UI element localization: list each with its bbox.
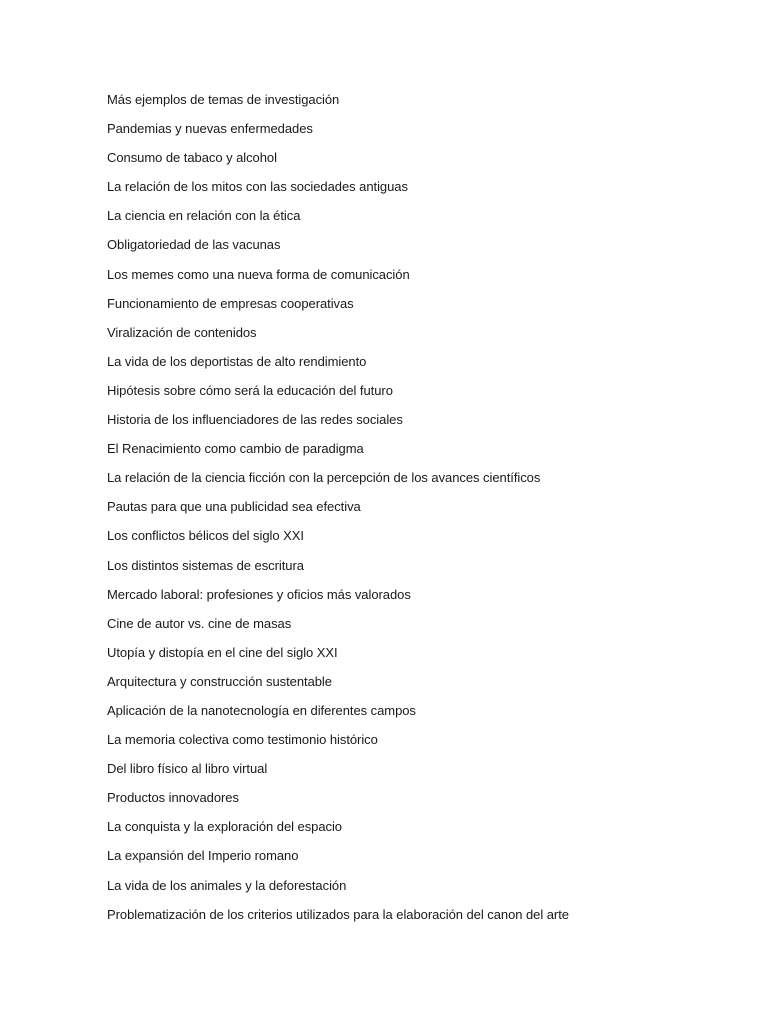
list-item: La vida de los animales y la deforestación <box>107 877 347 893</box>
list-item: Hipótesis sobre cómo será la educación del futuro <box>107 382 393 398</box>
list-item: Viralización de contenidos <box>107 324 257 340</box>
list-item: Funcionamiento de empresas cooperativas <box>107 295 354 311</box>
list-item: Los memes como una nueva forma de comunicación <box>107 266 410 282</box>
list-item: Problematización de los criterios utilizados para la elaboración del canon del arte <box>107 906 569 922</box>
list-item: El Renacimiento como cambio de paradigma <box>107 441 364 457</box>
list-item: Del libro físico al libro virtual <box>107 761 268 777</box>
list-item: La ciencia en relación con la ética <box>107 208 301 224</box>
list-item: Historia de los influenciadores de las redes sociales <box>107 412 403 428</box>
list-item: Utopía y distopía en el cine del siglo XXI <box>107 644 338 660</box>
list-item: La conquista y la exploración del espacio <box>107 819 342 835</box>
list-item: Consumo de tabaco y alcohol <box>107 150 277 166</box>
list-item: Pautas para que una publicidad sea efectiva <box>107 499 361 515</box>
list-item: Productos innovadores <box>107 790 239 806</box>
list-heading: Más ejemplos de temas de investigación <box>107 92 340 107</box>
list-item: La relación de la ciencia ficción con la percepción de los avances científicos <box>107 470 541 486</box>
list-item: La vida de los deportistas de alto rendimiento <box>107 353 367 369</box>
list-item: Los conflictos bélicos del siglo XXI <box>107 528 304 544</box>
list-item: Pandemias y nuevas enfermedades <box>107 121 313 137</box>
list-item: Los distintos sistemas de escritura <box>107 557 304 573</box>
list-item: La memoria colectiva como testimonio histórico <box>107 732 378 748</box>
list-item: Aplicación de la nanotecnología en diferentes campos <box>107 702 416 718</box>
list-item: Obligatoriedad de las vacunas <box>107 237 281 253</box>
list-item: Arquitectura y construcción sustentable <box>107 673 332 689</box>
topic-list <box>107 91 569 935</box>
list-item: Cine de autor vs. cine de masas <box>107 615 292 631</box>
list-item: La relación de los mitos con las sociedades antiguas <box>107 179 408 195</box>
list-item: Mercado laboral: profesiones y oficios más valorados <box>107 586 411 602</box>
list-item: La expansión del Imperio romano <box>107 848 299 864</box>
